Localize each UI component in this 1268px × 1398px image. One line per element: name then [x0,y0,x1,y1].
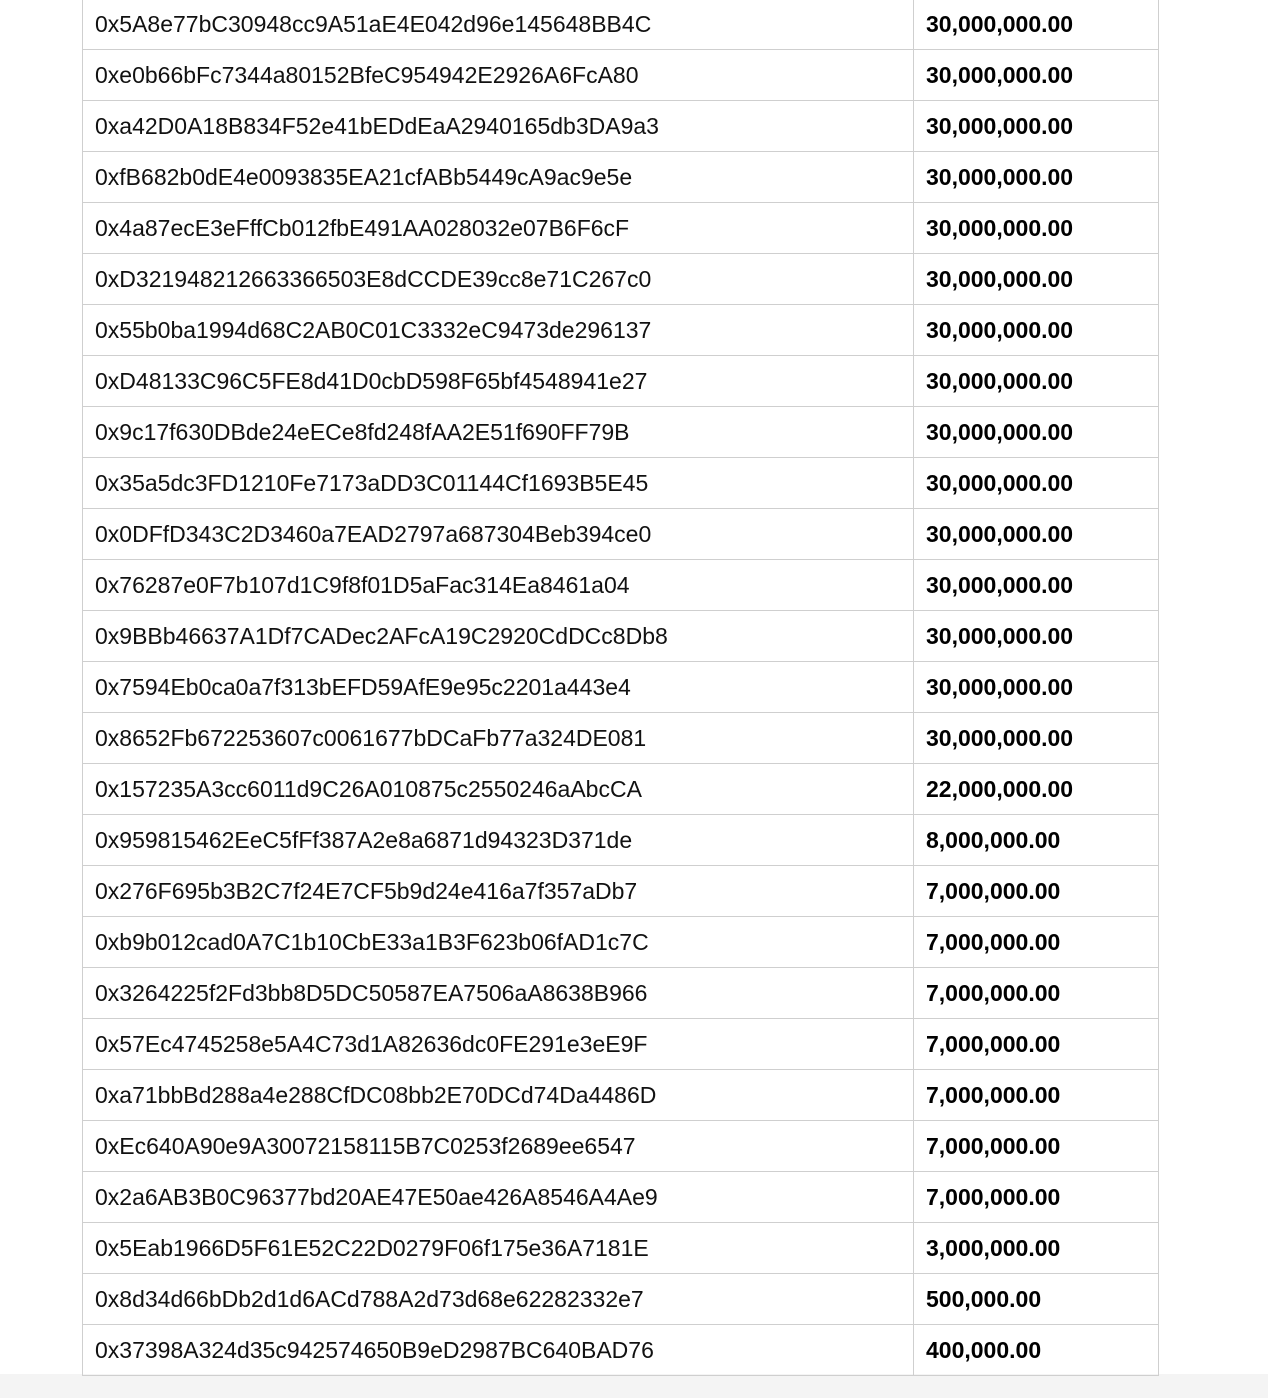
table-body [83,0,1159,1376]
address-amount-table [82,0,1159,1376]
table-row [83,509,1159,560]
table-row [83,560,1159,611]
amount-cell: 30,000,000.00 [914,101,1159,152]
wallet-address-cell: 0xD321948212663366503E8dCCDE39cc8e71C267c0 [83,254,914,305]
wallet-address-cell: 0xe0b66bFc7344a80152BfeC954942E2926A6FcA80 [83,50,914,101]
amount-cell: 30,000,000.00 [914,662,1159,713]
amount-cell: 30,000,000.00 [914,0,1159,50]
amount-cell: 30,000,000.00 [914,50,1159,101]
amount-cell: 7,000,000.00 [914,1172,1159,1223]
table-row [83,662,1159,713]
table-row [83,203,1159,254]
wallet-address-cell: 0x55b0ba1994d68C2AB0C01C3332eC9473de296137 [83,305,914,356]
table-row [83,1274,1159,1325]
wallet-address-cell: 0x3264225f2Fd3bb8D5DC50587EA7506aA8638B966 [83,968,914,1019]
table-row [83,50,1159,101]
table-row [83,0,1159,50]
table-row [83,1070,1159,1121]
table-row [83,458,1159,509]
table-row [83,1121,1159,1172]
wallet-address-cell: 0x76287e0F7b107d1C9f8f01D5aFac314Ea8461a04 [83,560,914,611]
wallet-address-cell: 0x57Ec4745258e5A4C73d1A82636dc0FE291e3eE9F [83,1019,914,1070]
amount-cell: 22,000,000.00 [914,764,1159,815]
amount-cell: 30,000,000.00 [914,713,1159,764]
amount-cell: 7,000,000.00 [914,968,1159,1019]
page-bottom-margin [0,1374,1268,1398]
amount-cell: 30,000,000.00 [914,152,1159,203]
table-row [83,1019,1159,1070]
table-row [83,917,1159,968]
table-row [83,764,1159,815]
wallet-address-cell: 0x37398A324d35c942574650B9eD2987BC640BAD76 [83,1325,914,1376]
wallet-address-cell: 0x4a87ecE3eFffCb012fbE491AA028032e07B6F6cF [83,203,914,254]
wallet-address-cell: 0xEc640A90e9A30072158115B7C0253f2689ee6547 [83,1121,914,1172]
amount-cell: 7,000,000.00 [914,1070,1159,1121]
amount-cell: 30,000,000.00 [914,254,1159,305]
amount-cell: 7,000,000.00 [914,1019,1159,1070]
table-row [83,152,1159,203]
amount-cell: 8,000,000.00 [914,815,1159,866]
amount-cell: 30,000,000.00 [914,356,1159,407]
amount-cell: 7,000,000.00 [914,866,1159,917]
amount-cell: 3,000,000.00 [914,1223,1159,1274]
wallet-address-cell: 0x9BBb46637A1Df7CADec2AFcA19C2920CdDCc8Db8 [83,611,914,662]
table-row [83,254,1159,305]
wallet-address-cell: 0xa42D0A18B834F52e41bEDdEaA2940165db3DA9a3 [83,101,914,152]
table-row [83,815,1159,866]
amount-cell: 30,000,000.00 [914,611,1159,662]
wallet-address-cell: 0x8652Fb672253607c0061677bDCaFb77a324DE081 [83,713,914,764]
table-row [83,101,1159,152]
table-row [83,1223,1159,1274]
amount-cell: 30,000,000.00 [914,458,1159,509]
table-row [83,611,1159,662]
wallet-address-cell: 0x276F695b3B2C7f24E7CF5b9d24e416a7f357aDb7 [83,866,914,917]
wallet-address-cell: 0x8d34d66bDb2d1d6ACd788A2d73d68e62282332e7 [83,1274,914,1325]
table-row [83,713,1159,764]
wallet-address-cell: 0xa71bbBd288a4e288CfDC08bb2E70DCd74Da4486D [83,1070,914,1121]
table-row [83,407,1159,458]
wallet-address-cell: 0x959815462EeC5fFf387A2e8a6871d94323D371de [83,815,914,866]
amount-cell: 30,000,000.00 [914,407,1159,458]
wallet-address-cell: 0x0DFfD343C2D3460a7EAD2797a687304Beb394ce0 [83,509,914,560]
amount-cell: 30,000,000.00 [914,509,1159,560]
wallet-address-cell: 0x5Eab1966D5F61E52C22D0279F06f175e36A7181E [83,1223,914,1274]
amount-cell: 30,000,000.00 [914,560,1159,611]
table-row [83,866,1159,917]
amount-cell: 7,000,000.00 [914,1121,1159,1172]
wallet-address-cell: 0xfB682b0dE4e0093835EA21cfABb5449cA9ac9e5e [83,152,914,203]
wallet-address-cell: 0xb9b012cad0A7C1b10CbE33a1B3F623b06fAD1c7C [83,917,914,968]
table-row [83,1172,1159,1223]
table-row [83,356,1159,407]
amount-cell: 30,000,000.00 [914,305,1159,356]
wallet-address-cell: 0x5A8e77bC30948cc9A51aE4E042d96e145648BB4C [83,0,914,50]
wallet-address-cell: 0x35a5dc3FD1210Fe7173aDD3C01144Cf1693B5E45 [83,458,914,509]
wallet-address-cell: 0x157235A3cc6011d9C26A010875c2550246aAbcCA [83,764,914,815]
wallet-address-cell: 0x7594Eb0ca0a7f313bEFD59AfE9e95c2201a443e4 [83,662,914,713]
wallet-address-cell: 0xD48133C96C5FE8d41D0cbD598F65bf4548941e27 [83,356,914,407]
amount-cell: 7,000,000.00 [914,917,1159,968]
table-row [83,968,1159,1019]
table-row [83,305,1159,356]
amount-cell: 500,000.00 [914,1274,1159,1325]
table-row [83,1325,1159,1376]
amount-cell: 400,000.00 [914,1325,1159,1376]
wallet-address-cell: 0x9c17f630DBde24eECe8fd248fAA2E51f690FF79B [83,407,914,458]
wallet-address-cell: 0x2a6AB3B0C96377bd20AE47E50ae426A8546A4Ae9 [83,1172,914,1223]
amount-cell: 30,000,000.00 [914,203,1159,254]
